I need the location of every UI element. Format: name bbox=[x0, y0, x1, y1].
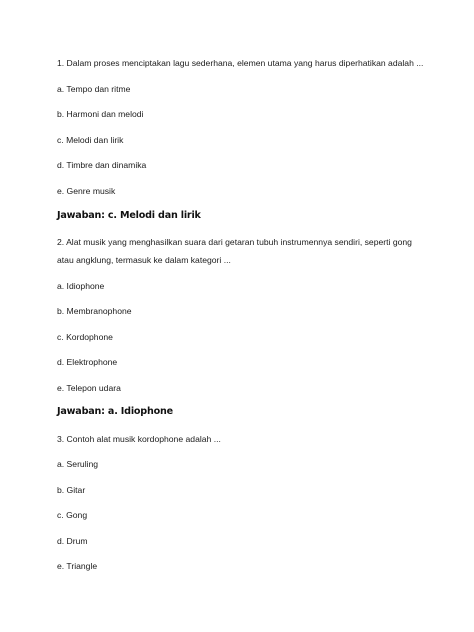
question-3-text: 3. Contoh alat musik kordophone adalah ... bbox=[57, 434, 221, 444]
question-1-option-d: d. Timbre dan dinamika bbox=[57, 160, 147, 170]
question-2-option-a: a. Idiophone bbox=[57, 281, 105, 291]
question-2-text-line-1: 2. Alat musik yang menghasilkan suara dari getaran tubuh instrumennya sendiri, seperti gong bbox=[57, 237, 412, 247]
question-2-option-e: e. Telepon udara bbox=[57, 383, 121, 393]
question-3-option-d: d. Drum bbox=[57, 536, 88, 546]
question-2-option-d: d. Elektrophone bbox=[57, 357, 118, 367]
question-1-option-e: e. Genre musik bbox=[57, 186, 116, 196]
question-1-option-b: b. Harmoni dan melodi bbox=[57, 109, 144, 119]
question-2-option-b: b. Membranophone bbox=[57, 306, 132, 316]
question-1-text: 1. Dalam proses menciptakan lagu sederhana, elemen utama yang harus diperhatikan adalah ... bbox=[57, 58, 424, 68]
question-3-option-b: b. Gitar bbox=[57, 485, 86, 495]
question-1-option-c: c. Melodi dan lirik bbox=[57, 135, 124, 145]
question-2-answer: Jawaban: a. Idiophone bbox=[57, 406, 173, 417]
question-3-option-a: a. Seruling bbox=[57, 459, 99, 469]
question-2-option-c: c. Kordophone bbox=[57, 332, 113, 342]
question-3-option-e: e. Triangle bbox=[57, 561, 98, 571]
question-3-option-c: c. Gong bbox=[57, 510, 88, 520]
question-2-text-line-2: atau angklung, termasuk ke dalam kategori ... bbox=[57, 255, 231, 265]
question-1-option-a: a. Tempo dan ritme bbox=[57, 84, 131, 94]
question-1-answer: Jawaban: c. Melodi dan lirik bbox=[57, 210, 201, 221]
